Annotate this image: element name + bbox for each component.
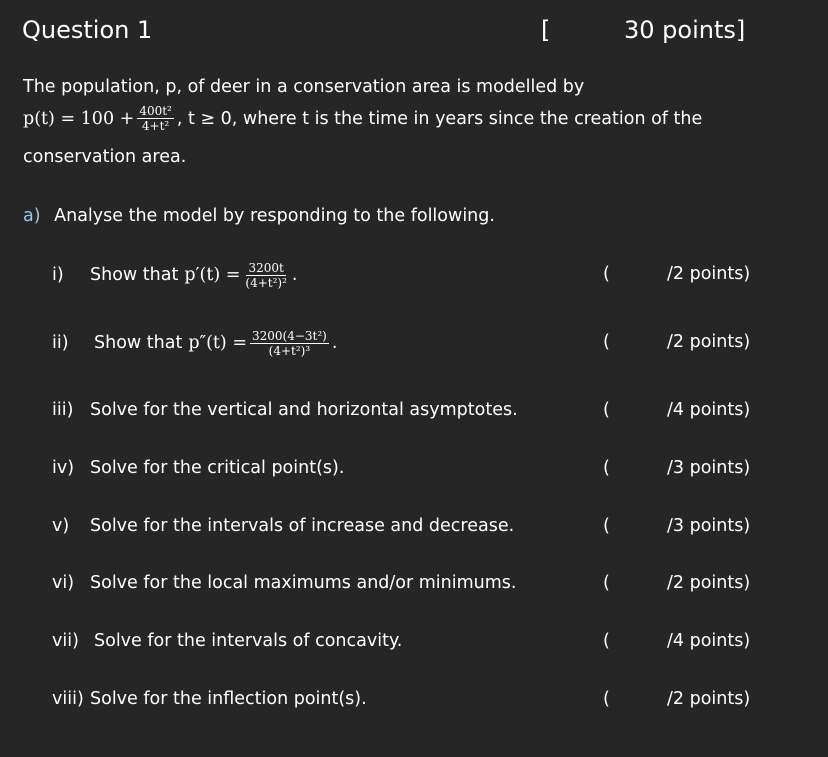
part-a-letter: a) bbox=[23, 206, 41, 226]
item-number: i) bbox=[52, 265, 64, 285]
function-numerator: 400t² bbox=[139, 104, 172, 118]
intro-line-3: conservation area. bbox=[23, 147, 187, 167]
item-number: viii) bbox=[52, 689, 84, 709]
item-iv bbox=[52, 458, 344, 478]
function-lhs: p(t) = 100 + bbox=[23, 108, 135, 129]
item-number: ii) bbox=[52, 333, 69, 353]
item-iii bbox=[52, 400, 518, 420]
function-fraction bbox=[137, 104, 174, 133]
item-viii-points: /2 points) bbox=[667, 689, 751, 709]
item-text: Solve for the inflection point(s). bbox=[90, 689, 367, 709]
item-text: Solve for the local maximums and/or minimums. bbox=[90, 573, 517, 593]
item-i bbox=[52, 252, 298, 298]
derivative-fraction bbox=[243, 261, 289, 290]
function-condition: , t ≥ 0, where t is the time in years since the creation of the bbox=[176, 108, 703, 129]
part-a-heading bbox=[23, 206, 495, 226]
item-v-paren: ( bbox=[603, 516, 610, 536]
item-text: Show that bbox=[90, 265, 179, 285]
item-iii-paren: ( bbox=[603, 400, 610, 420]
item-text: Solve for the critical point(s). bbox=[90, 458, 345, 478]
item-text: Show that bbox=[94, 333, 183, 353]
item-viii bbox=[52, 689, 367, 709]
item-iv-points: /3 points) bbox=[667, 458, 751, 478]
item-ii bbox=[52, 320, 337, 366]
item-number: v) bbox=[52, 516, 70, 536]
item-vi-points: /2 points) bbox=[667, 573, 751, 593]
item-text: Solve for the vertical and horizontal asymptotes. bbox=[90, 400, 518, 420]
item-tail: . bbox=[291, 265, 298, 285]
derivative-denominator: (4+t²)² bbox=[245, 275, 287, 290]
derivative-numerator: 3200t bbox=[248, 260, 284, 275]
total-points: 30 points] bbox=[624, 16, 746, 44]
derivative-lhs: p′(t) = bbox=[184, 265, 241, 285]
item-vii bbox=[52, 631, 402, 651]
part-a-text: Analyse the model by responding to the following. bbox=[54, 206, 495, 226]
second-derivative-numerator: 3200(4−3t²) bbox=[251, 328, 327, 343]
population-function bbox=[23, 104, 702, 133]
item-vi bbox=[52, 573, 516, 593]
intro-line-1: The population, p, of deer in a conservation area is modelled by bbox=[23, 77, 585, 97]
item-v bbox=[52, 516, 514, 536]
item-tail: . bbox=[331, 333, 338, 353]
item-iii-points: /4 points) bbox=[667, 400, 751, 420]
item-number: iii) bbox=[52, 400, 74, 420]
question-title: Question 1 bbox=[22, 16, 153, 44]
second-derivative-denominator: (4+t²)³ bbox=[268, 343, 311, 358]
item-v-points: /3 points) bbox=[667, 516, 751, 536]
item-vii-paren: ( bbox=[603, 631, 610, 651]
item-number: vii) bbox=[52, 631, 79, 651]
item-number: vi) bbox=[52, 573, 75, 593]
item-ii-points: /2 points) bbox=[667, 332, 751, 352]
function-denominator: 4+t² bbox=[141, 119, 170, 133]
item-vii-points: /4 points) bbox=[667, 631, 751, 651]
item-number: iv) bbox=[52, 458, 75, 478]
item-vi-paren: ( bbox=[603, 573, 610, 593]
points-bracket: [ bbox=[541, 16, 551, 44]
item-i-paren: ( bbox=[603, 264, 610, 284]
second-derivative-fraction bbox=[250, 329, 329, 358]
item-viii-paren: ( bbox=[603, 689, 610, 709]
item-iv-paren: ( bbox=[603, 458, 610, 478]
item-ii-paren: ( bbox=[603, 332, 610, 352]
item-i-points: /2 points) bbox=[667, 264, 751, 284]
item-text: Solve for the intervals of concavity. bbox=[94, 631, 403, 651]
second-derivative-lhs: p″(t) = bbox=[188, 333, 247, 353]
item-text: Solve for the intervals of increase and decrease. bbox=[90, 516, 515, 536]
